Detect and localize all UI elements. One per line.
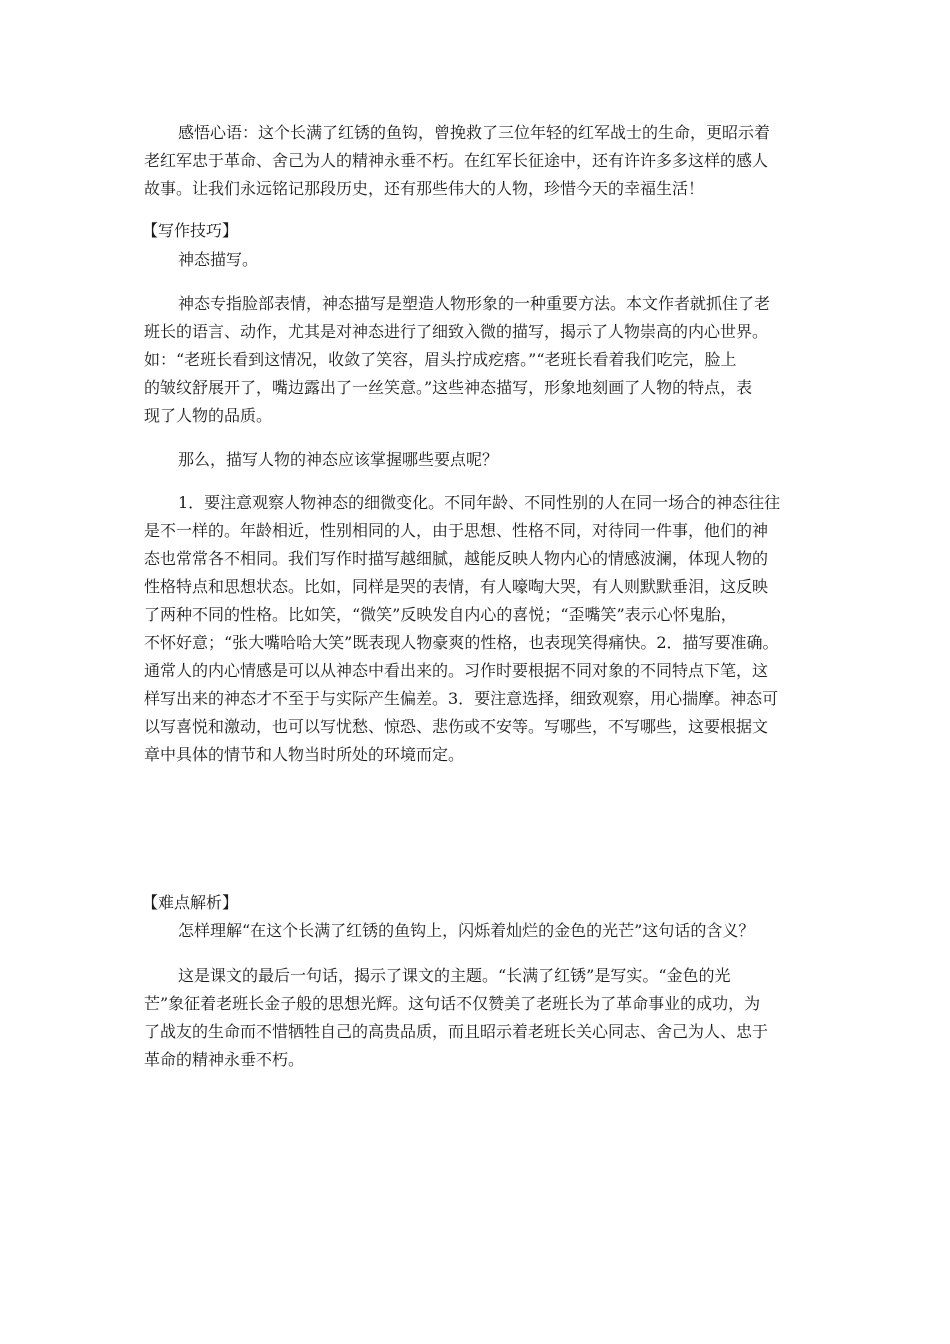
text-line: 班长的语言、动作，尤其是对神态进行了细致入微的描写，揭示了人物崇高的内心世界。	[144, 322, 769, 341]
text-line: 芒”象征着老班长金子般的思想光辉。这句话不仅赞美了老班长为了革命事业的成功，为	[144, 994, 761, 1013]
text-line: 神态专指脸部表情，神态描写是塑造人物形象的一种重要方法。本文作者就抓住了老	[178, 294, 771, 313]
text-line: 态也常常各不相同。我们写作时描写越细腻，越能反映人物内心的情感波澜，体现人物的	[144, 549, 769, 568]
text-line: 现了人物的品质。	[144, 406, 273, 425]
text-line: 感悟心语：这个长满了红锈的鱼钩，曾挽救了三位年轻的红军战士的生命，更昭示着	[178, 123, 771, 142]
text-line: 的皱纹舒展开了，嘴边露出了一丝笑意。”这些神态描写，形象地刻画了人物的特点，表	[144, 378, 753, 397]
text-line: 故事。让我们永远铭记那段历史，还有那些伟大的人物，珍惜今天的幸福生活！	[144, 179, 705, 198]
text-line: 性格特点和思想状态。比如，同样是哭的表情，有人嚎啕大哭，有人则默默垂泪，这反映	[144, 577, 769, 596]
section-heading: 【难点解析】	[142, 893, 239, 912]
section-subheading: 神态描写。	[178, 250, 259, 269]
text-line: 老红军忠于革命、舍己为人的精神永垂不朽。在红军长征途中，还有许许多多这样的感人	[144, 151, 769, 170]
text-line: 样写出来的神态才不至于与实际产生偏差。3．要注意选择，细致观察，用心揣摩。神态可	[144, 689, 779, 708]
text-line: 如：“老班长看到这情况，收敛了笑容，眉头拧成疙瘩。”“老班长看着我们吃完，脸上	[144, 350, 737, 369]
text-line: 1．要注意观察人物神态的细微变化。不同年龄、不同性别的人在同一场合的神态往往	[178, 493, 781, 512]
text-line: 革命的精神永垂不朽。	[144, 1050, 305, 1069]
text-line: 不怀好意；“张大嘴哈哈大笑”既表现人物豪爽的性格，也表现笑得痛快。2．描写要准确。	[144, 633, 779, 652]
guiding-question: 那么，描写人物的神态应该掌握哪些要点呢？	[178, 450, 499, 469]
text-line: 通常人的内心情感是可以从神态中看出来的。习作时要根据不同对象的不同特点下笔，这	[144, 661, 769, 680]
text-line: 章中具体的情节和人物当时所处的环境而定。	[144, 745, 465, 764]
text-line: 这是课文的最后一句话，揭示了课文的主题。“长满了红锈”是写实。“金色的光	[178, 966, 731, 985]
text-line: 以写喜悦和激动，也可以写忧愁、惊恐、悲伤或不安等。写哪些，不写哪些，这要根据文	[144, 717, 769, 736]
text-line: 了战友的生命而不惜牺牲自己的高贵品质，而且昭示着老班长关心同志、舍己为人、忠于	[144, 1022, 769, 1041]
text-line: 了两种不同的性格。比如笑，“微笑”反映发自内心的喜悦；“歪嘴笑”表示心怀鬼胎，	[144, 605, 737, 624]
difficulty-question: 怎样理解“在这个长满了红锈的鱼钩上，闪烁着灿烂的金色的光芒”这句话的含义？	[178, 921, 755, 940]
section-heading: 【写作技巧】	[142, 221, 239, 240]
text-line: 是不一样的。年龄相近，性别相同的人，由于思想、性格不同，对待同一件事，他们的神	[144, 521, 769, 540]
